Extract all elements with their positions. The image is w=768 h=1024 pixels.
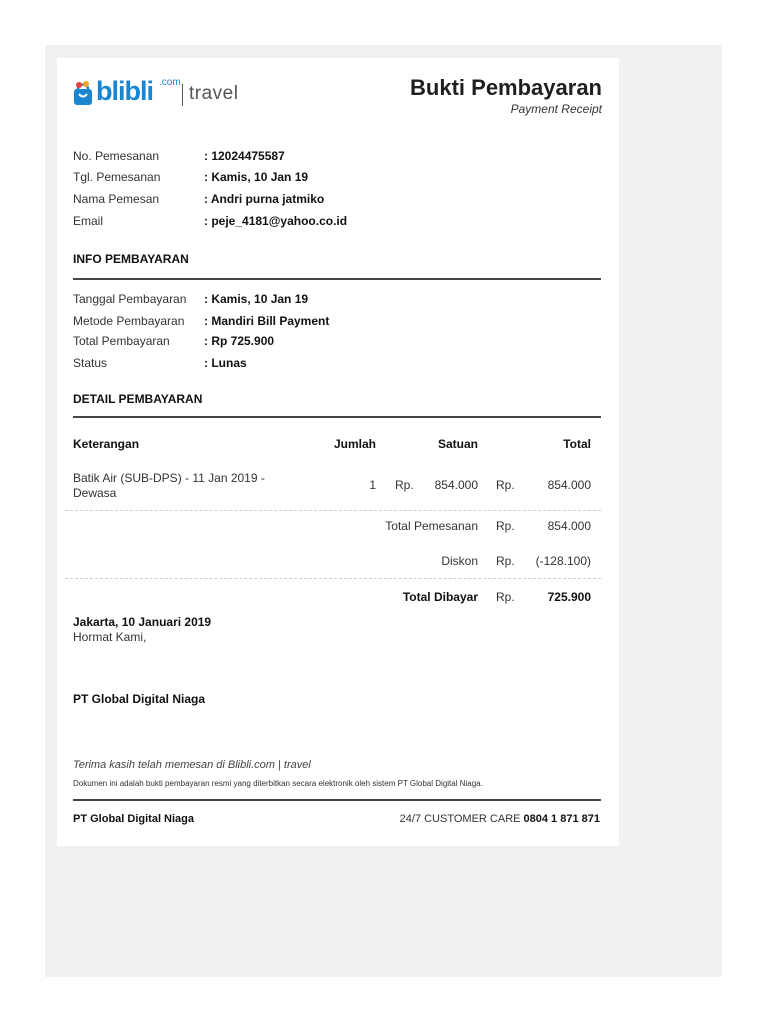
payment-info-rule — [73, 278, 601, 280]
payment-method-label: Metode Pembayaran — [73, 314, 185, 328]
grand-total-currency: Rp. — [496, 590, 515, 604]
payment-total-label: Total Pembayaran — [73, 334, 170, 348]
column-quantity: Jumlah — [333, 437, 376, 451]
totals-divider — [65, 578, 601, 579]
payment-status-label: Status — [73, 356, 108, 370]
discount-value: (-128.100) — [535, 554, 591, 568]
footer-company: PT Global Digital Niaga — [73, 813, 195, 825]
customer-care-phone: 0804 1 871 871 — [523, 813, 600, 825]
customer-care — [400, 813, 600, 825]
logo-travel: travel — [189, 83, 239, 104]
shopping-bag-icon — [73, 80, 93, 106]
payment-date-value: : Kamis, 10 Jan 19 — [204, 292, 309, 306]
item-description-line1: Batik Air (SUB-DPS) - 11 Jan 2019 - — [73, 471, 265, 485]
thank-you-note: Terima kasih telah memesan di Blibli.com | travel — [73, 759, 311, 771]
grand-total-value: 725.900 — [547, 590, 591, 604]
item-unit-currency: Rp. — [395, 478, 414, 492]
order-number-value: : 12024475587 — [204, 149, 285, 163]
column-unit-price: Satuan — [437, 437, 478, 451]
payment-method-value: : Mandiri Bill Payment — [204, 314, 330, 328]
payment-date-label: Tanggal Pembayaran — [73, 292, 187, 306]
subtotal-currency: Rp. — [496, 519, 515, 533]
receipt-sheet — [57, 58, 619, 846]
payment-detail-rule — [73, 416, 601, 418]
subtotal-label: Total Pemesanan — [385, 519, 478, 533]
disclaimer-text: Dokumen ini adalah bukti pembayaran resmi yang diterbitkan secara elektronik oleh sistem PT Global Digital Niaga. — [73, 779, 483, 788]
item-total-currency: Rp. — [496, 478, 515, 492]
subtotal-value: 854.000 — [547, 519, 591, 533]
email-value: : peje_4181@yahoo.co.id — [204, 214, 348, 228]
item-quantity: 1 — [369, 478, 376, 492]
discount-label: Diskon — [441, 554, 478, 568]
order-number-label: No. Pemesanan — [73, 149, 160, 163]
order-date-label: Tgl. Pemesanan — [73, 170, 161, 184]
document-subtitle: Payment Receipt — [510, 102, 602, 116]
logo-wordmark: blibli — [96, 76, 153, 106]
item-total: 854.000 — [547, 478, 591, 492]
signature-company: PT Global Digital Niaga — [73, 692, 206, 706]
email-label: Email — [73, 214, 104, 228]
blibli-travel-logo — [73, 76, 273, 110]
payment-info-heading: INFO PEMBAYARAN — [73, 252, 189, 266]
item-description-line2: Dewasa — [73, 486, 117, 500]
signature-place-date: Jakarta, 10 Januari 2019 — [73, 615, 212, 629]
logo-divider — [182, 84, 183, 106]
grand-total-label: Total Dibayar — [402, 590, 478, 604]
document-title: Bukti Pembayaran — [410, 75, 602, 100]
signature-closing: Hormat Kami, — [73, 630, 147, 644]
payment-status-value: : Lunas — [204, 356, 247, 370]
item-unit-price: 854.000 — [434, 478, 478, 492]
table-divider — [65, 510, 601, 511]
payment-total-value: : Rp 725.900 — [204, 334, 275, 348]
customer-name-value: : Andri purna jatmiko — [204, 192, 325, 206]
column-total: Total — [563, 437, 591, 451]
footer-rule — [73, 799, 601, 801]
order-date-value: : Kamis, 10 Jan 19 — [204, 170, 309, 184]
customer-care-label: 24/7 CUSTOMER CARE — [399, 813, 521, 825]
discount-currency: Rp. — [496, 554, 515, 568]
logo-com: .com — [159, 77, 181, 88]
column-description: Keterangan — [73, 437, 140, 451]
customer-name-label: Nama Pemesan — [73, 192, 160, 206]
payment-detail-heading: DETAIL PEMBAYARAN — [73, 392, 203, 406]
